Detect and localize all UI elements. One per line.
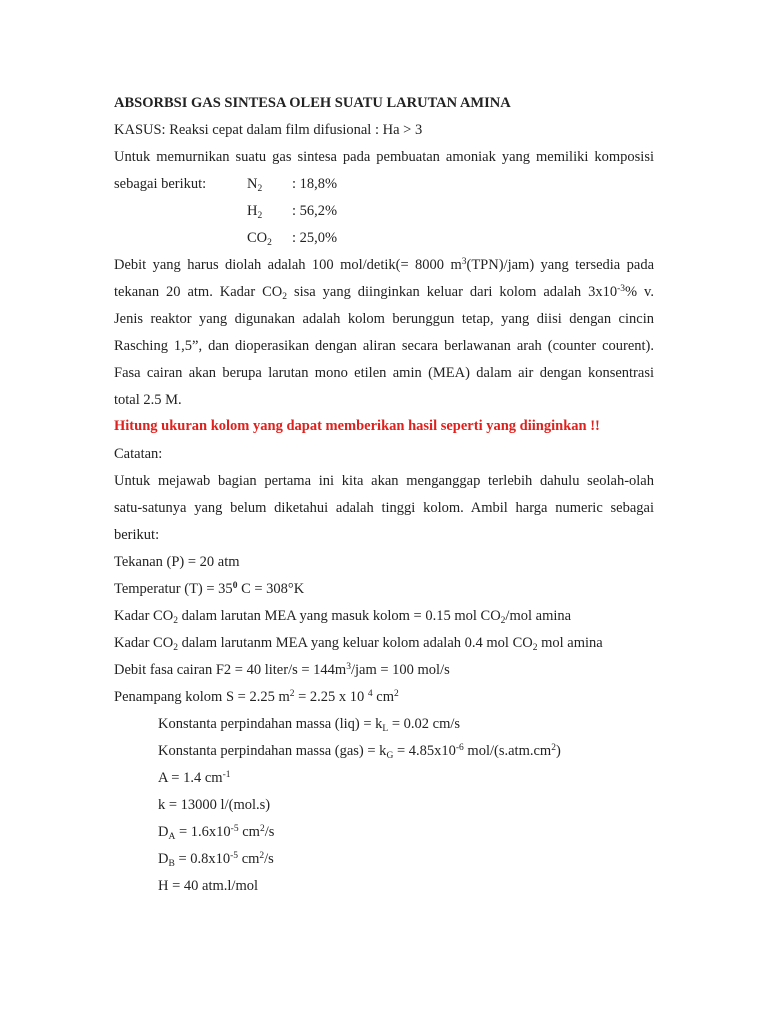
notes-heading: Catatan: bbox=[114, 446, 163, 462]
const-db: $D_B = 0.8x10^{-5}$ $cm^2/s$ bbox=[158, 851, 274, 869]
const-h: H = 40 atm.l/mol bbox=[158, 878, 259, 894]
param-cross-section: Penampang kolom S = 2.25 $m^2 = 2.25$ x 10 $^4$ $cm^2$ bbox=[114, 689, 399, 705]
comp-symbol: $N_2$ bbox=[247, 176, 263, 194]
const-kg: Konstanta perpindahan massa $(gas) = k_G = 4.85x10^{-6}$ mol/$(s.atm.cm^2)$ bbox=[158, 743, 561, 761]
intro-line-2: sebagai berikut: bbox=[114, 176, 207, 192]
param-pressure: Tekanan (P) = 20 atm bbox=[114, 554, 240, 570]
param-co2-outlet: Kadar $CO_2$ dalam larutanm MEA yang keluar kolom adalah 0.4 mol $CO_2$ mol amina bbox=[114, 635, 603, 653]
para-line-1: Debit yang harus diolah adalah 100 mol/detik(= 8000 $m^3(TPN)/jam$) yang tersedia pada bbox=[114, 257, 655, 273]
param-co2-inlet: Kadar $CO_2$ dalam larutan MEA yang masuk kolom = 0.15 mol $CO_2$/mol amina bbox=[114, 608, 572, 626]
task-statement: Hitung ukuran kolom yang dapat memberikan hasil seperti yang diinginkan !! bbox=[114, 418, 600, 434]
comp-value: : 56,2% bbox=[292, 203, 338, 219]
case-line: KASUS: Reaksi cepat dalam film difusional : Ha > 3 bbox=[114, 122, 423, 138]
para-line-6: total 2.5 M. bbox=[114, 392, 182, 408]
doc-title: ABSORBSI GAS SINTESA OLEH SUATU LARUTAN AMINA bbox=[114, 95, 511, 111]
para-line-3: Jenis reaktor yang digunakan adalah kolom berunggun tetap, yang diisi dengan cincin bbox=[114, 311, 654, 327]
comp-symbol: $CO_2$ bbox=[247, 230, 272, 248]
para-line-2: tekanan 20 atm. Kadar $CO_2$ sisa yang diinginkan keluar dari kolom adalah $3x10^{-3}\%$ v. bbox=[114, 284, 654, 302]
const-a: A = 1.4 $cm^{-1}$ bbox=[158, 770, 231, 786]
const-k: k = 13000 l/(mol.s) bbox=[158, 797, 271, 813]
comp-symbol: $H_2$ bbox=[247, 203, 263, 221]
para-line-4: Rasching 1,5”, dan dioperasikan dengan aliran secara berlawanan arah (counter courent). bbox=[114, 338, 654, 354]
const-kl: Konstanta perpindahan massa $(liq) = k_L = 0.02$ cm/s bbox=[158, 716, 461, 734]
param-liquid-flow: Debit fasa cairan F2 = 40 liter/s = $144m^3$/jam = 100 mol/s bbox=[114, 662, 450, 678]
comp-value: : 25,0% bbox=[292, 230, 338, 246]
param-temperature: Temperatur $(T) = 35^0$ C = 308°K bbox=[114, 581, 305, 597]
note-line-3: berikut: bbox=[114, 527, 160, 543]
para-line-5: Fasa cairan akan berupa larutan mono etilen amin (MEA) dalam air dengan konsentrasi bbox=[114, 365, 654, 381]
intro-line-1: Untuk memurnikan suatu gas sintesa pada pembuatan amoniak yang memiliki komposisi bbox=[114, 149, 654, 165]
note-line-1: Untuk mejawab bagian pertama ini kita akan menganggap terlebih dahulu seolah-olah bbox=[114, 473, 654, 489]
comp-value: : 18,8% bbox=[292, 176, 338, 192]
note-line-2: satu-satunya yang belum diketahui adalah tinggi kolom. Ambil harga numeric sebagai bbox=[114, 500, 654, 516]
const-da: $D_A = 1.6x10^{-5}$ $cm^2/s$ bbox=[158, 824, 275, 842]
